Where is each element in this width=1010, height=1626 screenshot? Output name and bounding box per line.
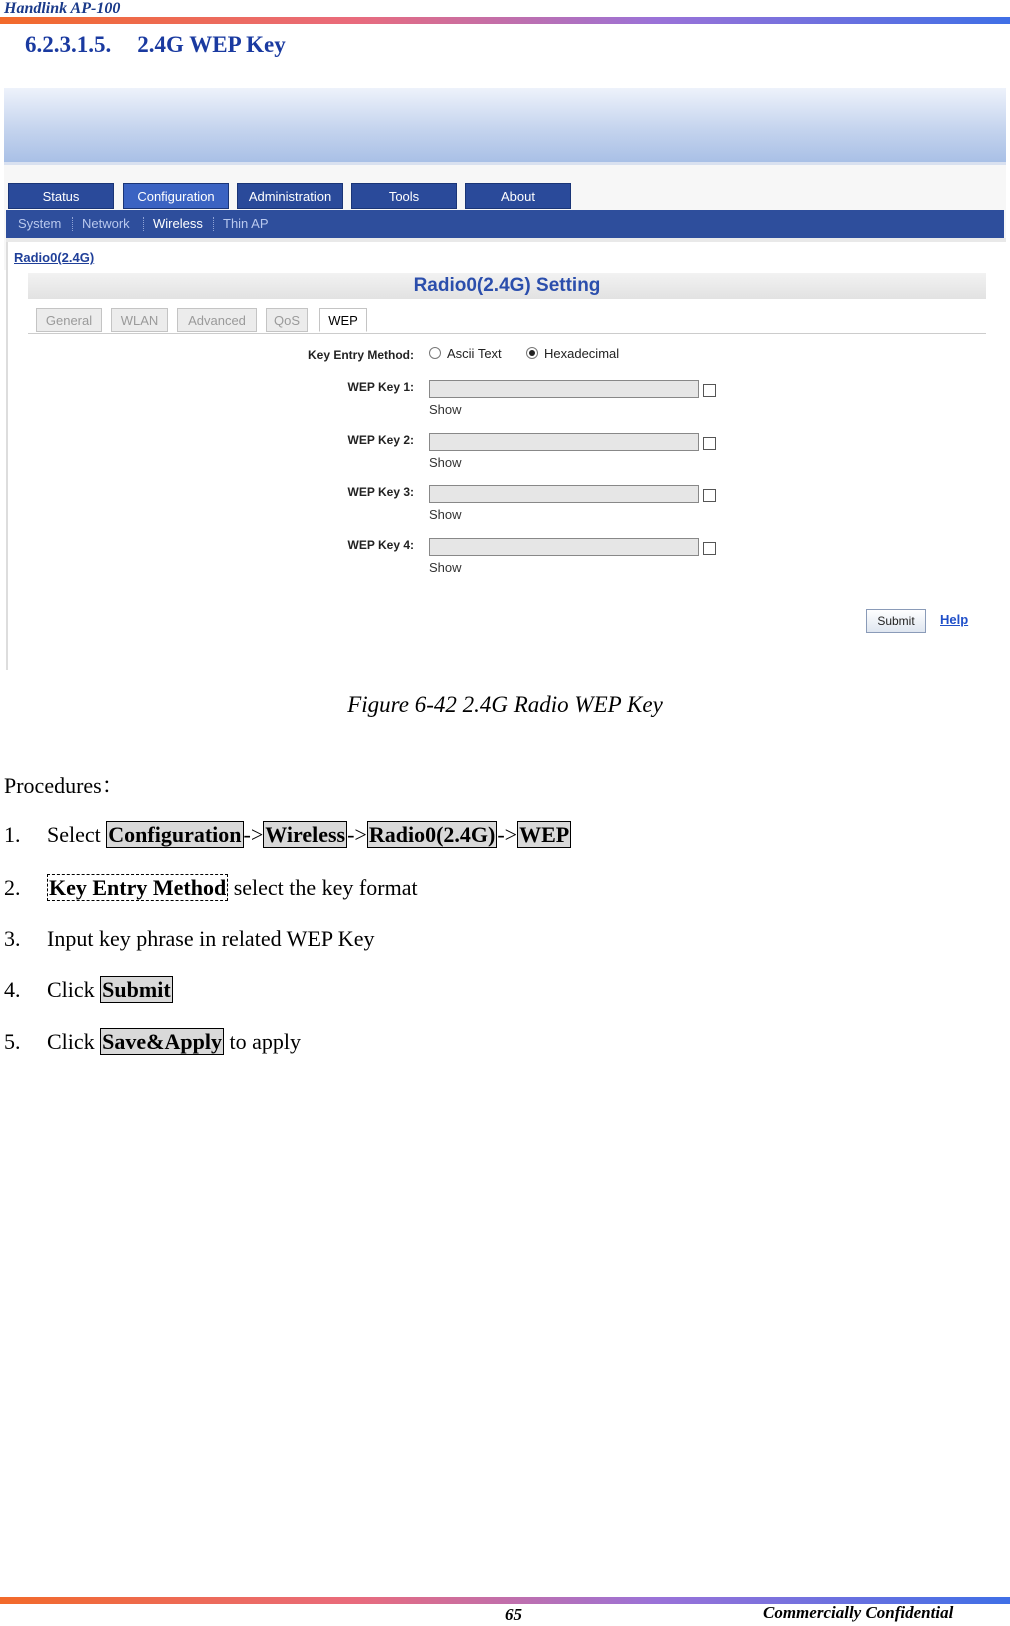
tab-divider [28,333,986,334]
wep-key-1-show-checkbox[interactable] [703,384,716,397]
submit-button[interactable]: Submit [866,609,926,633]
submit-ref: Submit [102,977,171,1002]
section-text: 2.4G WEP Key [137,32,286,57]
help-link[interactable]: Help [940,612,969,627]
content-top-border [6,238,1006,242]
ascii-radio[interactable] [429,347,441,359]
wep-key-3-label: WEP Key 3: [347,485,414,499]
wep-key-2-show-checkbox[interactable] [703,437,716,450]
wep-key-2-show-label: Show [429,455,462,470]
step-text: Click [47,1029,101,1054]
step-text: Select [47,822,107,847]
tab-wep[interactable]: WEP [319,308,367,332]
wep-key-3-show-label: Show [429,507,462,522]
key-entry-method-ref: Key Entry Method [49,875,227,900]
step-number: 2. [4,875,21,900]
wep-key-4-show-label: Show [429,560,462,575]
wep-key-4-show-checkbox[interactable] [703,542,716,555]
tab-qos[interactable]: QoS [266,308,308,332]
tab-configuration[interactable]: Configuration [123,183,229,209]
step-text: Input key phrase in related WEP Key [47,926,375,951]
step-number: 1. [4,822,21,847]
sub-menu-wireless[interactable]: Wireless [153,216,203,231]
step-text: to apply [223,1029,301,1054]
arrow: -> [497,822,518,847]
tab-wlan[interactable]: WLAN [111,308,168,332]
menu-path-radio0: Radio0(2.4G) [368,822,496,847]
menu-path-wep: WEP [519,822,570,847]
section-number: 6.2.3.1.5. [25,32,112,57]
tab-about[interactable]: About [465,183,571,209]
section-title [25,32,286,58]
confidential-label: Commercially Confidential [763,1603,954,1622]
content-panel [6,238,1008,670]
radio0-link[interactable]: Radio0(2.4G) [14,250,95,265]
procedures-heading: Procedures： [4,773,124,798]
wep-key-4-label: WEP Key 4: [347,538,414,552]
arrow: -> [347,822,367,847]
sub-menu-network[interactable]: Network [82,216,130,231]
step-3 [4,926,374,952]
tab-status[interactable]: Status [8,183,114,209]
sub-menu-separator [213,217,214,231]
wep-key-2-input[interactable] [429,433,699,451]
sub-menu-thin-ap[interactable]: Thin AP [223,216,269,231]
step-text: select the key format [228,875,418,900]
step-number: 3. [4,926,21,951]
menu-path-configuration: Configuration [108,822,242,847]
sub-menu-system[interactable]: System [18,216,62,231]
tab-administration[interactable]: Administration [237,183,343,209]
step-5 [4,1029,301,1055]
tab-advanced[interactable]: Advanced [177,308,257,332]
wep-key-1-show-label: Show [429,402,462,417]
step-number: 5. [4,1029,21,1054]
setting-title: Radio0(2.4G) Setting [28,273,986,299]
save-apply-ref: Save&Apply [102,1029,222,1054]
wep-key-3-input[interactable] [429,485,699,503]
arrow: -> [243,822,264,847]
tab-general[interactable]: General [36,308,102,332]
step-1 [4,822,571,848]
wep-key-1-input[interactable] [429,380,699,398]
top-tabs [8,183,1008,209]
header-bar [0,17,1010,24]
sub-menu-separator [72,217,73,231]
page-number: 65 [505,1605,522,1624]
step-text: Click [47,977,101,1002]
tab-tools[interactable]: Tools [351,183,457,209]
key-entry-label: Key Entry Method: [307,348,414,362]
wep-key-4-input[interactable] [429,538,699,556]
menu-path-wireless: Wireless [265,822,346,847]
wep-key-3-show-checkbox[interactable] [703,489,716,502]
hex-label: Hexadecimal [544,346,620,361]
hex-radio[interactable] [526,347,538,359]
wep-key-1-label: WEP Key 1: [347,380,414,394]
step-4 [4,977,173,1003]
wep-key-2-label: WEP Key 2: [347,433,414,447]
step-number: 4. [4,977,21,1002]
figure-caption: Figure 6-42 2.4G Radio WEP Key [347,692,663,717]
header-title: Handlink AP-100 [4,0,121,17]
sub-menu-separator [143,217,144,231]
ascii-label: Ascii Text [447,346,502,361]
step-2 [4,875,418,901]
banner [4,88,1006,165]
sub-menu [6,210,1004,238]
